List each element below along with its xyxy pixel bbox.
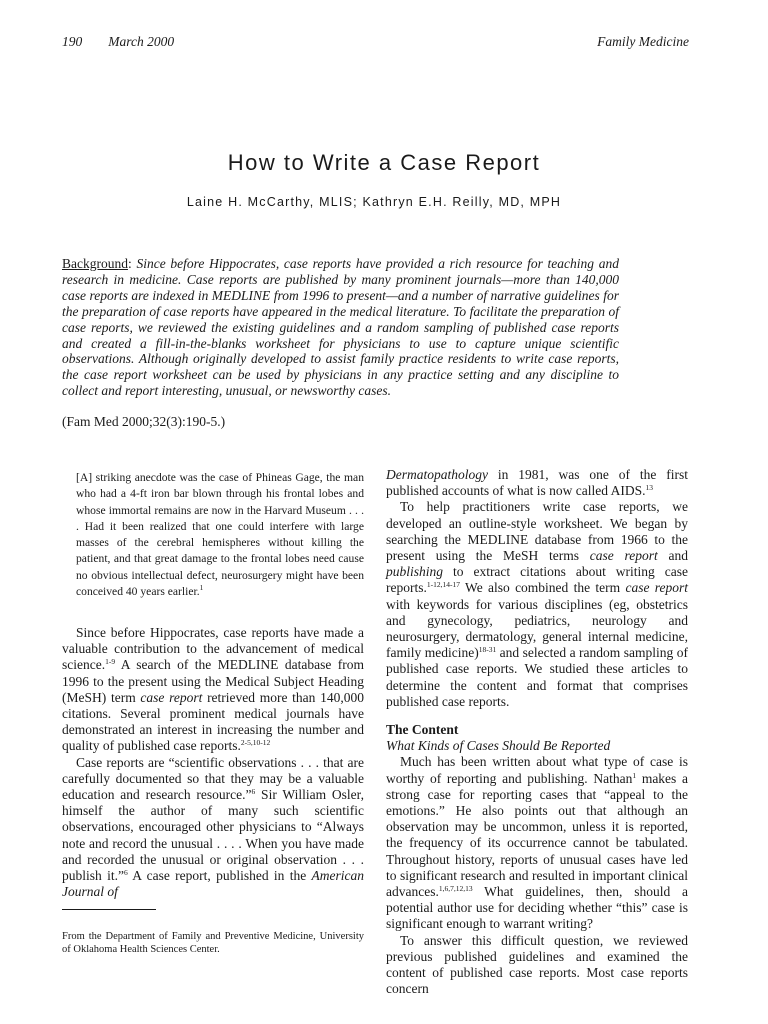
- paragraph: Much has been written about what type of case is worthy of reporting and publishing. Nathan$^1$ makes a strong case for reporting cases that “appeal to the emotions.” He also points out that although an observation may be uncommon, unless it is reported, the frequency of its occurrence cannot be tabulated. Throughout history, reports of unusual cases have led to significant research and resulted in important clinical advances.$^{1,6,7,12,13}$ What guidelines, then, should a potential author use for deciding whether “this” case is significant enough to warrant writing?: [386, 754, 688, 932]
- abstract-text: Since before Hippocrates, case reports have provided a rich resource for teaching and research in medicine. Case reports are published by many prominent journals—more than 140,000 case reports are indexed in MEDLINE from 1996 to present—and a number of narrative guidelines for the preparation of case reports have appeared in the medical literature. To facilitate the preparation of case reports, we reviewed the existing guidelines and a random sampling of published case reports and created a fill-in-the-blanks worksheet for physicians to use to capture unique scientific observations. Although originally developed to assist family practice residents to write case reports, the case report worksheet can be used by physicians in any practice setting and any discipline to collect and report interesting, unusual, or newsworthy cases.: [62, 256, 619, 399]
- page-number: 190: [62, 34, 83, 49]
- author-line: Laine H. McCarthy, MLIS; Kathryn E.H. Reilly, MD, MPH: [186, 195, 562, 209]
- citation: (Fam Med 2000;32(3):190-5.): [62, 414, 226, 429]
- footnote-rule: [62, 909, 156, 910]
- footnote: From the Department of Family and Preventive Medicine, University of Oklahoma Health Sciences Center.: [62, 931, 364, 955]
- issue-date: March 2000: [108, 34, 175, 49]
- left-column: [62, 625, 364, 900]
- journal-name: Family Medicine: [597, 34, 689, 49]
- running-header-left: [62, 34, 200, 50]
- right-column: [386, 467, 688, 998]
- paragraph: To answer this difficult question, we reviewed previous published guidelines and examined the content of published case reports. Most case reports concern: [386, 932, 688, 997]
- subsection-heading: What Kinds of Cases Should Be Reported: [386, 738, 611, 754]
- paragraph: To help practitioners write case reports, we developed an outline-style worksheet. We began by searching the MEDLINE database from 1966 to the present using the MeSH terms case report and publishing to extract citations about writing case reports.$^{1-12,14-17}$ We also combined the term case report with keywords for various disciplines (eg, obstetrics and gynecology, pediatrics, neurology and neurosurgery, dermatology, general internal medicine, family medicine)$^{18-31}$ and selected a random sampling of published case reports. We studied these articles to determine the content and format that comprises published case reports.: [386, 499, 688, 709]
- paragraph: Since before Hippocrates, case reports have made a valuable contribution to the advancement of medical science.$^{1-9}$ A search of the MEDLINE database from 1996 to the present using the Medical Subject Heading (MeSH) term case report retrieved more than 140,000 citations. Several prominent medical journals have demonstrated an interest in increasing the number and quality of published case reports.$^{2-5,10-12}$: [62, 625, 365, 754]
- section-heading: The Content: [386, 722, 459, 738]
- quote-reference: 1: [199, 583, 204, 593]
- epigraph-quote: [76, 470, 364, 600]
- quote-text: [A] striking anecdote was the case of Phineas Gage, the man who had a 4-ft iron bar blown through his frontal lobes and whose immortal remains are now in the Harvard Museum . . . . Had it been realized that one could interfere with large masses of the cerebral hemispheres without killing the patient, and that great damage to the frontal lobes need cause no obvious intellectual defect, neurosurgery might have been conceived 40 years earlier.: [76, 471, 364, 599]
- article-title: How to Write a Case Report: [227, 150, 541, 175]
- paragraph: Case reports are “scientific observations . . . that are carefully documented so that they may be a valuable education and research resource.”$^6$ Sir William Osler, himself the author of many such scientific observations, encouraged other physicians to “Always note and record the unusual . . . . When you have made and recorded the unusual or original observation . . . publish it.”$^6$ A case report, published in the American Journal of: [62, 754, 365, 900]
- paragraph: Dermatopathology in 1981, was one of the first published accounts of what is now called AIDS.$^{13}$: [386, 467, 688, 499]
- abstract-label: Background: [62, 256, 128, 271]
- abstract: Background: Since before Hippocrates, case reports have provided a rich resource for teaching and research in medicine. Case reports are published by many prominent journals—more than 140,000 case reports are indexed in MEDLINE from 1996 to present—and a number of narrative guidelines for the preparation of case reports have appeared in the medical literature. To facilitate the preparation of case reports, we reviewed the existing guidelines and a random sampling of published case reports and created a fill-in-the-blanks worksheet for physicians to use to capture unique scientific observations. Although originally developed to assist family practice residents to write case reports, the case report worksheet can be used by physicians in any practice setting and any discipline to collect and report interesting, unusual, or newsworthy cases.: [62, 256, 619, 399]
